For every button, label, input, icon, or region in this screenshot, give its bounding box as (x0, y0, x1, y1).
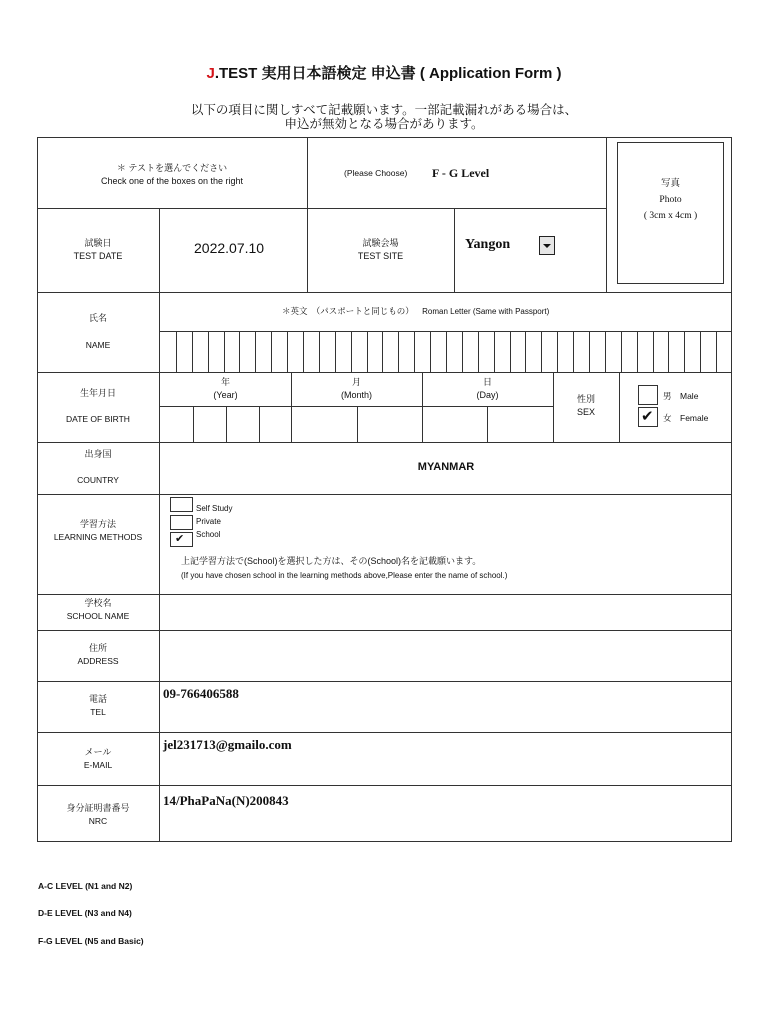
test-site-dropdown-button[interactable] (539, 236, 555, 255)
address-field[interactable] (160, 631, 732, 681)
chevron-down-icon (540, 237, 554, 254)
name-grid-divider (541, 332, 542, 372)
name-grid-divider (525, 332, 526, 372)
check-icon: ✔ (175, 533, 185, 545)
female-label: 女 Female (663, 413, 709, 423)
level-ac: A-C LEVEL (N1 and N2) (38, 881, 133, 891)
month-header: 月 (Month) (340, 377, 372, 400)
name-grid-divider (367, 332, 368, 372)
day-header: 日 (Day) (476, 377, 499, 400)
name-note: ＊英文 （パスポートと同じもの） Roman Letter (Same with Passport) (282, 306, 550, 316)
name-grid-divider (684, 332, 685, 372)
name-grid-divider (351, 332, 352, 372)
name-grid-divider (287, 332, 288, 372)
photo-label: 写真 Photo ( 3cm x 4cm ) (643, 179, 698, 221)
learning-options (196, 502, 232, 541)
dob-label-jp: 生年月日 (79, 388, 116, 398)
female-checkbox[interactable] (638, 407, 658, 427)
email-label: メール E-MAIL (83, 747, 113, 770)
sex-label: 性別 SEX (576, 394, 595, 417)
name-grid-divider (494, 332, 495, 372)
name-grid-divider (303, 332, 304, 372)
check-icon: ✔ (641, 408, 654, 425)
name-label-jp: 氏名 (88, 313, 107, 323)
opt-private: Private (196, 517, 221, 526)
nrc-value[interactable]: 14/PhaPaNa(N)200843 (163, 793, 289, 808)
level-de: D-E LEVEL (N3 and N4) (38, 908, 132, 918)
choose-test-label: ＊ テストを選んでください Check one of the boxes on the right (100, 163, 244, 186)
level-select-value[interactable]: F - G Level (432, 166, 490, 180)
name-grid-divider (621, 332, 622, 372)
opt-school: School (196, 530, 221, 539)
opt-self-study: Self Study (196, 504, 233, 513)
name-grid-divider (557, 332, 558, 372)
please-choose-label: (Please Choose) (344, 168, 408, 178)
email-value[interactable]: jel231713@gmailo.com (163, 737, 292, 752)
year-header: 年 (Year) (213, 377, 238, 400)
test-site-value[interactable]: Yangon (465, 237, 511, 252)
name-grid-divider (430, 332, 431, 372)
name-grid-divider (176, 332, 177, 372)
test-date-value[interactable]: 2022.07.10 (194, 240, 265, 256)
name-grid-divider (653, 332, 654, 372)
name-grid-divider (382, 332, 383, 372)
male-checkbox[interactable] (638, 385, 658, 405)
intro-line-1: 以下の項目に関しすべて記載願います。一部記載漏れがある場合は、 (190, 103, 578, 117)
private-checkbox[interactable] (170, 515, 193, 530)
name-grid-divider (605, 332, 606, 372)
name-grid-divider (700, 332, 701, 372)
test-date-label: 試験日 TEST DATE (73, 238, 123, 261)
country-value[interactable]: MYANMAR (417, 461, 475, 473)
intro-line-2: 申込が無効となる場合があります。 (284, 117, 484, 131)
country-label-jp: 出身国 (84, 449, 112, 459)
title-main: .TEST 実用日本語検定 申込書 (214, 65, 416, 82)
nrc-label: 身分証明書番号 NRC (66, 803, 130, 826)
school-name-field[interactable] (160, 595, 732, 630)
school-checkbox[interactable] (170, 532, 193, 547)
name-grid-divider (668, 332, 669, 372)
name-grid-divider (573, 332, 574, 372)
name-grid-divider (319, 332, 320, 372)
address-label: 住所 ADDRESS (77, 643, 119, 666)
school-name-label: 学校名 SCHOOL NAME (66, 598, 130, 621)
male-label: 男 Male (663, 391, 699, 401)
name-grid-divider (510, 332, 511, 372)
level-fg: F-G LEVEL (N5 and Basic) (38, 936, 144, 946)
name-grid-divider (478, 332, 479, 372)
name-grid-divider (414, 332, 415, 372)
page-title (0, 62, 768, 83)
name-grid-divider (398, 332, 399, 372)
name-grid-divider (446, 332, 447, 372)
name-grid-divider (239, 332, 240, 372)
intro-text (0, 103, 768, 131)
test-site-label: 試験会場 TEST SITE (357, 238, 404, 261)
self-study-checkbox[interactable] (170, 497, 193, 512)
tel-label: 電話 TEL (88, 694, 107, 717)
country-label-en: COUNTRY (77, 475, 119, 485)
name-grid-divider (335, 332, 336, 372)
name-label-en: NAME (85, 340, 111, 350)
learning-note-en: (If you have chosen school in the learning methods above,Please enter the name of school.) (181, 571, 508, 580)
name-grid-divider (208, 332, 209, 372)
name-grid-divider (716, 332, 717, 372)
learning-label: 学習方法 LEARNING METHODS (53, 519, 143, 542)
title-en: ( Application Form ) (419, 65, 562, 82)
name-grid-divider (589, 332, 590, 372)
name-grid-divider (462, 332, 463, 372)
name-grid-divider (224, 332, 225, 372)
name-grid-divider (271, 332, 272, 372)
title-j: J (206, 65, 215, 82)
name-grid-divider (192, 332, 193, 372)
name-grid-divider (637, 332, 638, 372)
dob-label-en: DATE OF BIRTH (66, 414, 130, 424)
tel-value[interactable]: 09-766406588 (163, 686, 239, 701)
learning-note-jp: 上記学習方法で(School)を選択した方は、その(School)名を記載願います。 (181, 556, 482, 566)
name-grid-divider (255, 332, 256, 372)
